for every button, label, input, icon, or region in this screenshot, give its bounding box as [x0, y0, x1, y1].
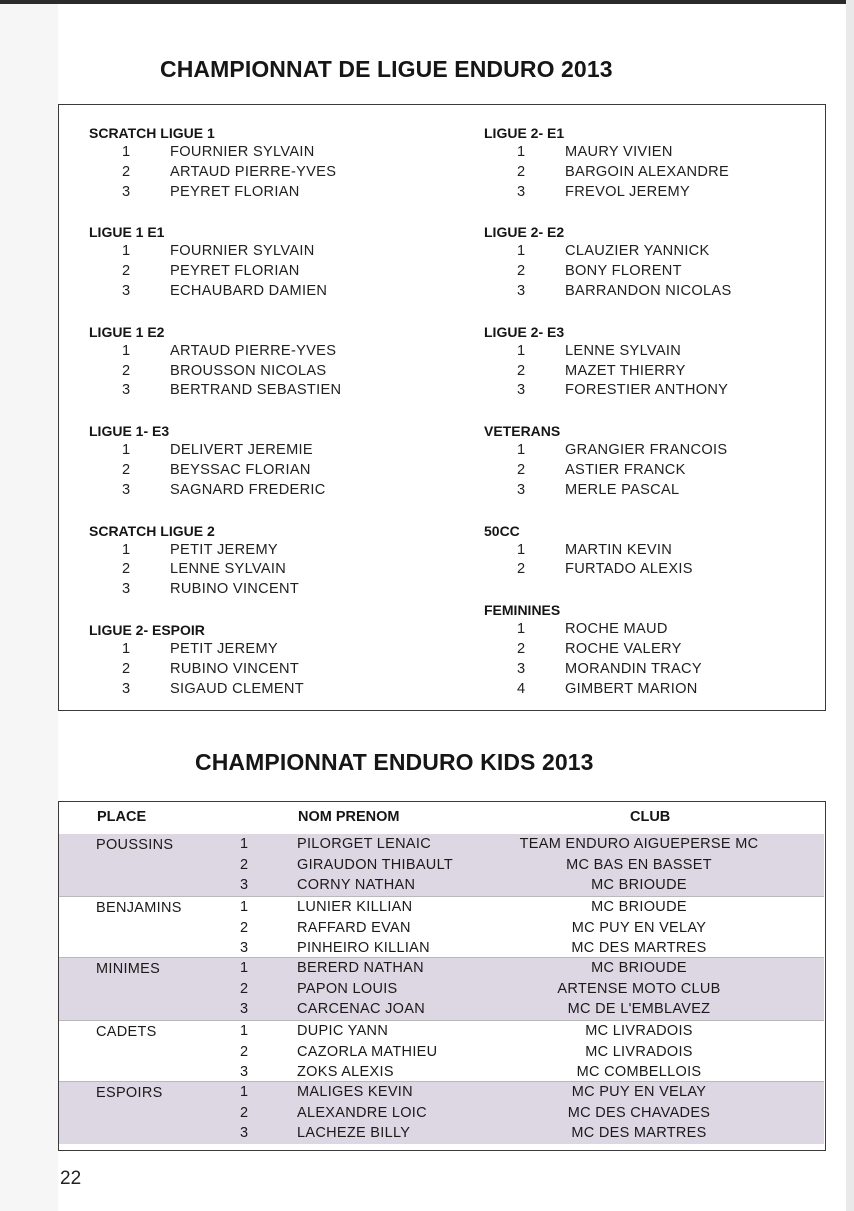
category-name: MINIMES	[96, 961, 161, 977]
table-row	[59, 1042, 824, 1063]
row-club: ARTENSE MOTO CLUB	[557, 980, 721, 997]
entry-name: BARGOIN ALEXANDRE	[565, 163, 730, 180]
kids-results-table	[58, 801, 826, 1151]
category-block	[59, 896, 824, 958]
group-title: SCRATCH LIGUE 1	[89, 125, 215, 141]
header-name: NOM PRENOM	[298, 809, 400, 825]
group-title: LIGUE 2- E2	[484, 224, 565, 241]
result-entry	[89, 143, 449, 163]
entry-name: PEYRET FLORIAN	[170, 183, 300, 200]
row-club: MC DES CHAVADES	[567, 1104, 711, 1121]
entry-rank: 1	[517, 144, 526, 160]
table-header	[59, 802, 824, 832]
entry-rank: 1	[122, 144, 131, 160]
result-group	[89, 620, 449, 699]
result-entry	[484, 242, 824, 262]
row-rank: 3	[240, 1125, 249, 1141]
group-title: LIGUE 1 E2	[89, 323, 165, 340]
entry-rank: 3	[122, 481, 131, 498]
entry-rank: 1	[122, 541, 131, 558]
entry-name: FORESTIER ANTHONY	[565, 382, 729, 399]
entry-name: RUBINO VINCENT	[170, 660, 300, 677]
entry-rank: 1	[122, 243, 131, 260]
results-column-left	[89, 123, 449, 719]
page-title-ligue: CHAMPIONNAT DE LIGUE ENDURO 2013	[160, 56, 613, 82]
row-name: LACHEZE BILLY	[297, 1125, 411, 1141]
result-entry	[484, 461, 824, 481]
result-entry	[484, 143, 824, 163]
result-group	[484, 600, 824, 699]
entry-rank: 1	[517, 541, 526, 558]
row-name: CORNY NATHAN	[297, 877, 416, 893]
entry-name: SAGNARD FREDERIC	[170, 481, 326, 498]
table-row	[59, 1123, 824, 1144]
entry-name: BEYSSAC FLORIAN	[170, 461, 311, 478]
entry-name: MAZET THIERRY	[565, 362, 686, 379]
result-entry	[484, 282, 824, 302]
entry-rank: 3	[517, 282, 526, 299]
entry-rank: 1	[122, 342, 131, 359]
table-row	[59, 979, 824, 1000]
entry-rank: 1	[517, 243, 526, 260]
results-column-right	[484, 123, 824, 719]
entry-name: CLAUZIER YANNICK	[565, 243, 710, 260]
entry-name: RUBINO VINCENT	[170, 581, 300, 598]
row-name: MALIGES KEVIN	[297, 1084, 413, 1100]
result-group	[89, 421, 449, 500]
category-name: BENJAMINS	[96, 900, 182, 916]
result-entry	[89, 362, 449, 382]
category-name: CADETS	[96, 1024, 157, 1040]
row-club: MC BAS EN BASSET	[566, 856, 712, 873]
entry-rank: 2	[517, 640, 526, 657]
entry-name: GIMBERT MARION	[565, 680, 698, 697]
row-rank: 2	[240, 1043, 249, 1060]
top-rule	[0, 0, 854, 4]
entry-name: PETIT JEREMY	[170, 541, 278, 558]
entry-rank: 2	[122, 362, 131, 379]
group-title: FEMININES	[484, 602, 561, 619]
row-club: MC BRIOUDE	[591, 899, 687, 915]
entry-rank: 3	[122, 382, 131, 399]
table-row	[59, 958, 824, 979]
group-title: VETERANS	[484, 423, 561, 440]
result-entry	[89, 680, 449, 700]
entry-rank: 2	[122, 263, 131, 280]
result-entry	[484, 560, 824, 580]
row-club: MC BRIOUDE	[591, 877, 687, 893]
header-place: PLACE	[97, 809, 147, 825]
row-club: MC LIVRADOIS	[585, 1043, 693, 1060]
row-name: ALEXANDRE LOIC	[297, 1104, 427, 1121]
result-group	[89, 322, 449, 401]
row-name: ZOKS ALEXIS	[297, 1064, 394, 1080]
result-entry	[484, 342, 824, 362]
table-row	[59, 1103, 824, 1124]
entry-rank: 2	[122, 660, 131, 677]
result-group	[484, 421, 824, 500]
entry-rank: 2	[517, 263, 526, 280]
row-name: CARCENAC JOAN	[297, 1001, 425, 1017]
group-title: 50CC	[484, 522, 520, 539]
group-title: LIGUE 2- ESPOIR	[89, 621, 205, 638]
group-title: SCRATCH LIGUE 2	[89, 522, 215, 539]
group-title: LIGUE 2- E3	[484, 323, 565, 340]
row-rank: 1	[240, 1084, 249, 1100]
entry-name: ECHAUBARD DAMIEN	[170, 282, 328, 299]
result-entry	[484, 381, 824, 401]
entry-name: ASTIER FRANCK	[565, 461, 686, 478]
row-name: PAPON LOUIS	[297, 980, 398, 997]
result-group	[89, 521, 449, 600]
result-group	[484, 222, 824, 301]
entry-name: ARTAUD PIERRE-YVES	[170, 342, 337, 359]
result-entry	[89, 640, 449, 660]
row-club: MC DE L'EMBLAVEZ	[567, 1001, 711, 1017]
entry-rank: 2	[122, 163, 131, 180]
result-entry	[89, 481, 449, 501]
table-body	[59, 834, 824, 1144]
row-rank: 2	[240, 856, 249, 873]
row-club: MC DES MARTRES	[571, 1125, 707, 1141]
entry-rank: 1	[122, 640, 131, 657]
entry-name: ROCHE VALERY	[565, 640, 682, 657]
result-entry	[89, 580, 449, 600]
row-rank: 2	[240, 919, 249, 936]
entry-rank: 1	[517, 621, 526, 638]
row-rank: 3	[240, 940, 249, 956]
entry-rank: 3	[517, 660, 526, 677]
page-edge	[846, 0, 854, 1211]
category-block	[59, 834, 824, 896]
entry-name: GRANGIER FRANCOIS	[565, 442, 728, 459]
entry-name: LENNE SYLVAIN	[565, 342, 682, 359]
result-entry	[89, 441, 449, 461]
row-rank: 2	[240, 980, 249, 997]
entry-name: DELIVERT JEREMIE	[170, 442, 313, 459]
group-title: LIGUE 1 E1	[89, 224, 165, 241]
entry-name: FREVOL JEREMY	[565, 183, 690, 200]
entry-rank: 2	[517, 461, 526, 478]
entry-rank: 1	[517, 442, 526, 459]
row-rank: 3	[240, 1064, 249, 1080]
row-club: MC PUY EN VELAY	[571, 1084, 707, 1100]
entry-name: PEYRET FLORIAN	[170, 263, 300, 280]
entry-rank: 2	[122, 461, 131, 478]
page-gutter	[0, 4, 58, 1211]
ligue-results-box	[58, 104, 826, 711]
row-name: RAFFARD EVAN	[297, 919, 411, 936]
table-row	[59, 897, 824, 918]
result-entry	[484, 183, 824, 203]
result-entry	[89, 560, 449, 580]
entry-name: LENNE SYLVAIN	[170, 561, 287, 578]
entry-rank: 3	[122, 680, 131, 697]
result-group	[484, 521, 824, 581]
entry-name: FURTADO ALEXIS	[565, 561, 693, 578]
entry-rank: 1	[122, 442, 131, 459]
result-entry	[89, 282, 449, 302]
result-entry	[484, 441, 824, 461]
entry-name: BROUSSON NICOLAS	[170, 362, 327, 379]
row-name: PILORGET LENAIC	[297, 836, 431, 852]
category-name: ESPOIRS	[96, 1085, 163, 1101]
category-block	[59, 1020, 824, 1082]
result-entry	[89, 660, 449, 680]
table-row	[59, 1021, 824, 1042]
row-name: GIRAUDON THIBAULT	[297, 856, 454, 873]
header-club: CLUB	[630, 809, 671, 825]
row-club: MC LIVRADOIS	[585, 1023, 693, 1039]
entry-rank: 3	[122, 581, 131, 598]
entry-name: FOURNIER SYLVAIN	[170, 243, 315, 260]
result-entry	[484, 163, 824, 183]
result-entry	[484, 680, 824, 700]
entry-rank: 2	[517, 163, 526, 180]
result-entry	[89, 342, 449, 362]
table-row	[59, 1082, 824, 1103]
result-group	[89, 123, 449, 202]
row-name: PINHEIRO KILLIAN	[297, 940, 430, 956]
row-rank: 3	[240, 1001, 249, 1017]
row-rank: 3	[240, 877, 249, 893]
row-club: MC DES MARTRES	[571, 940, 707, 956]
result-entry	[484, 362, 824, 382]
table-row	[59, 918, 824, 939]
result-entry	[484, 620, 824, 640]
table-row	[59, 855, 824, 876]
entry-name: MARTIN KEVIN	[565, 541, 673, 558]
category-name: POUSSINS	[96, 837, 174, 853]
result-entry	[89, 541, 449, 561]
page-number: 22	[60, 1168, 82, 1189]
result-entry	[89, 183, 449, 203]
table-row	[59, 834, 824, 855]
result-entry	[484, 640, 824, 660]
entry-name: ROCHE MAUD	[565, 621, 668, 638]
row-club: TEAM ENDURO AIGUEPERSE MC	[519, 836, 759, 852]
table-row	[59, 999, 824, 1020]
result-entry	[89, 461, 449, 481]
entry-rank: 2	[517, 362, 526, 379]
result-group	[484, 322, 824, 401]
row-club: MC PUY EN VELAY	[571, 919, 707, 936]
entry-rank: 1	[517, 342, 526, 359]
group-title: LIGUE 2- E1	[484, 125, 565, 141]
row-rank: 2	[240, 1104, 249, 1121]
entry-rank: 3	[517, 481, 526, 498]
entry-rank: 2	[122, 561, 131, 578]
entry-name: ARTAUD PIERRE-YVES	[170, 163, 337, 180]
result-entry	[484, 660, 824, 680]
result-entry	[89, 262, 449, 282]
row-rank: 1	[240, 836, 249, 852]
entry-rank: 3	[517, 382, 526, 399]
entry-rank: 2	[517, 561, 526, 578]
entry-rank: 3	[122, 183, 131, 200]
result-group	[89, 222, 449, 301]
entry-name: BERTRAND SEBASTIEN	[170, 382, 342, 399]
entry-name: BARRANDON NICOLAS	[565, 282, 732, 299]
row-rank: 1	[240, 960, 249, 976]
result-entry	[89, 381, 449, 401]
entry-name: BONY FLORENT	[565, 263, 682, 280]
entry-rank: 4	[517, 680, 526, 697]
entry-name: MERLE PASCAL	[565, 481, 680, 498]
result-entry	[484, 541, 824, 561]
entry-rank: 3	[517, 183, 526, 200]
entry-name: PETIT JEREMY	[170, 640, 278, 657]
result-group	[484, 123, 824, 202]
result-entry	[89, 242, 449, 262]
page-title-kids: CHAMPIONNAT ENDURO KIDS 2013	[195, 749, 594, 775]
table-row	[59, 875, 824, 896]
table-row	[59, 1062, 824, 1083]
row-club: MC COMBELLOIS	[576, 1064, 702, 1080]
group-title: LIGUE 1- E3	[89, 423, 170, 440]
entry-name: FOURNIER SYLVAIN	[170, 144, 315, 160]
entry-rank: 3	[122, 282, 131, 299]
row-club: MC BRIOUDE	[591, 960, 687, 976]
table-row	[59, 938, 824, 959]
category-block	[59, 958, 824, 1020]
entry-name: MORANDIN TRACY	[565, 660, 702, 677]
row-name: BERERD NATHAN	[297, 960, 424, 976]
entry-name: MAURY VIVIEN	[565, 144, 673, 160]
entry-name: SIGAUD CLEMENT	[170, 680, 304, 697]
result-entry	[89, 163, 449, 183]
row-name: LUNIER KILLIAN	[297, 899, 413, 915]
row-name: DUPIC YANN	[297, 1023, 389, 1039]
category-block	[59, 1082, 824, 1144]
row-rank: 1	[240, 1023, 249, 1039]
result-entry	[484, 481, 824, 501]
row-rank: 1	[240, 899, 249, 915]
result-entry	[484, 262, 824, 282]
row-name: CAZORLA MATHIEU	[297, 1043, 438, 1060]
